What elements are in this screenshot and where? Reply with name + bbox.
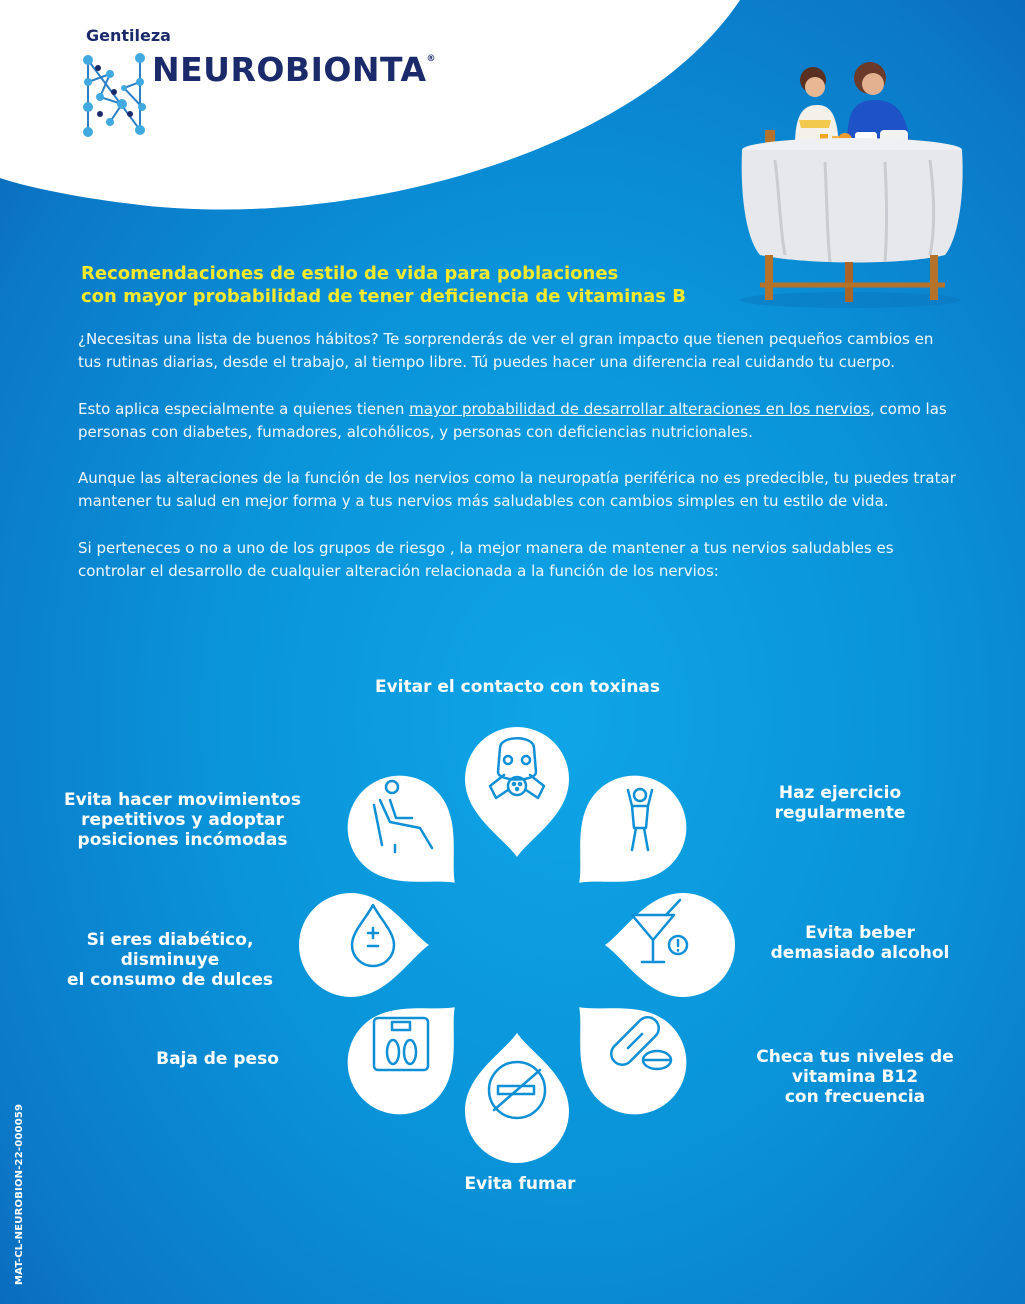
headline-line-2: con mayor probabilidad de tener deficiencia de vitaminas B [81, 286, 686, 307]
tip-alcohol [745, 923, 975, 963]
tip-exercise-line-2: regularmente [774, 803, 906, 823]
material-code: MAT-CL-NEUROBION-22-000059 [14, 1103, 25, 1285]
risk-text-after: , como las personas con diabetes, fumadores, alcohólicos, y personas con deficiencias nutricionales. [78, 400, 947, 441]
tip-diabetes-line-2: disminuye [120, 950, 220, 970]
toxins-drop [465, 727, 569, 857]
nerve-alterations-link[interactable]: mayor probabilidad de desarrollar alteraciones en los nervios [409, 400, 871, 418]
tip-diabetes-line-1: Si eres diabético, [86, 930, 254, 950]
diabetes-drop [299, 893, 429, 997]
tip-toxins: Evitar el contacto con toxinas [374, 677, 661, 697]
tip-exercise-line-1: Haz ejercicio [778, 783, 902, 803]
tip-exercise [740, 783, 940, 823]
tip-posture-line-2: repetitivos y adoptar [81, 810, 284, 830]
tip-alcohol-line-1: Evita beber [805, 923, 915, 943]
tip-b12-line-2: vitamina B12 [791, 1067, 919, 1087]
tip-posture-line-1: Evita hacer movimientos [64, 790, 301, 810]
smoke-drop [465, 1033, 569, 1163]
tip-b12-line-3: con frecuencia [784, 1087, 926, 1107]
brand-name-text: NEUROBIONTA [152, 50, 427, 89]
tip-diabetes [50, 930, 290, 990]
intro-paragraph: ¿Necesitas una lista de buenos hábitos? Te sorprenderás de ver el gran impacto que tienen pequeños cambios en tus rutinas diarias, desde el trabajo, al tiempo libre. Tú puedes hacer una diferencia real cuidando tu cuerpo. [78, 330, 934, 371]
tip-smoke: Evita fumar [464, 1174, 576, 1194]
courtesy-label: Gentileza [86, 26, 171, 45]
risk-text-before: Esto aplica especialmente a quienes tienen [78, 400, 410, 418]
tip-posture-line-3: posiciones incómodas [77, 830, 288, 850]
tip-b12-line-1: Checa tus niveles de [756, 1047, 954, 1067]
neuropathy-paragraph: Aunque las alteraciones de la función de los nervios como la neuropatía periférica no es predecible, tu puedes tratar mantener tu salud en mejor forma y a tus nervios más saludables con cambios simples en tu estilo de vida. [78, 469, 956, 510]
tip-weight: Baja de peso [156, 1049, 279, 1069]
control-paragraph: Si perteneces o no a uno de los grupos de riesgo , la mejor manera de mantener a tus nervios saludables es controlar el desarrollo de cualquier alteración relacionada a la función de los nervios: [78, 539, 894, 580]
headline-line-1: Recomendaciones de estilo de vida para poblaciones [81, 263, 619, 284]
registered-mark: ® [426, 54, 437, 64]
tip-posture [50, 790, 315, 850]
tip-alcohol-line-2: demasiado alcohol [770, 943, 950, 963]
tip-b12 [735, 1047, 975, 1107]
tip-diabetes-line-3: el consumo de dulces [66, 970, 274, 990]
